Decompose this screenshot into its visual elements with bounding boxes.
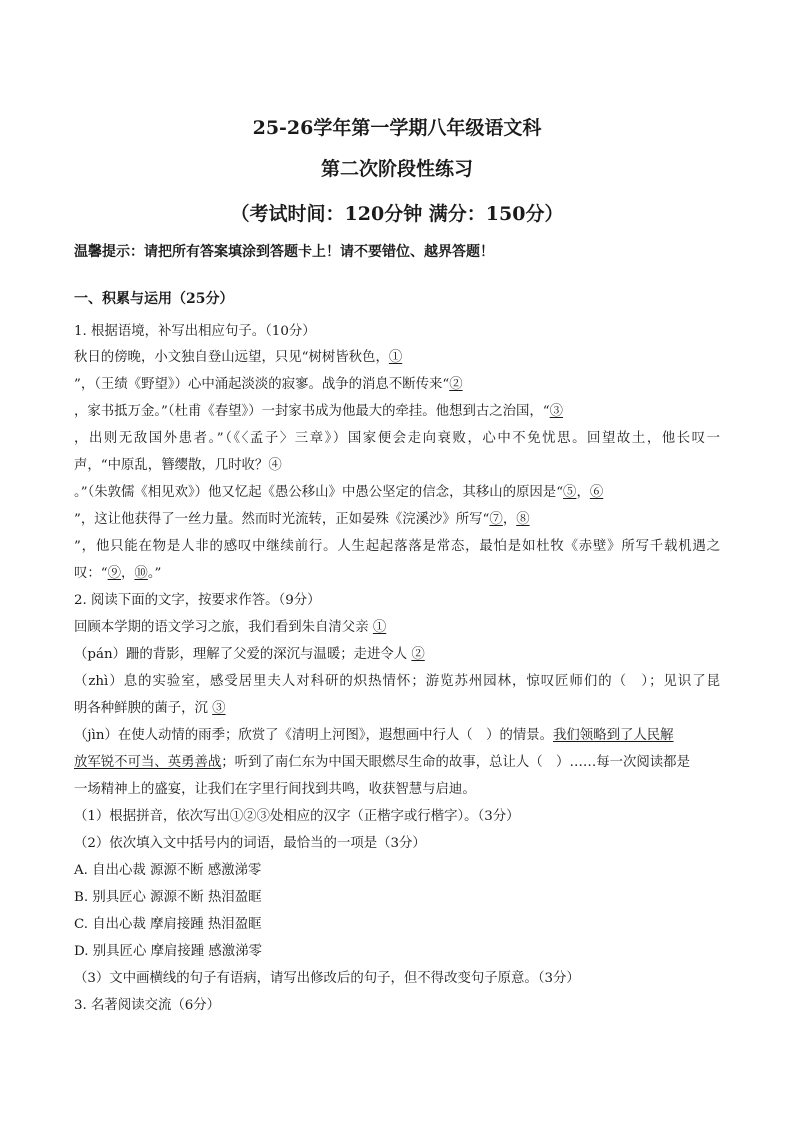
q2-line: （pán）跚的背影，理解了父爱的深沉与温暖；走进令人 ② xyxy=(74,647,425,662)
exam-title: 25-26学年第一学期八年级语文科 xyxy=(252,117,542,139)
q1-line: 叹：“⑨，⑩。” xyxy=(74,566,162,581)
q2-line: 明各种鲜腴的菌子，沉 ③ xyxy=(74,701,226,716)
q2-stem: 2. 阅读下面的文字，按要求作答。（9分） xyxy=(74,593,321,608)
warm-tip: 温馨提示：请把所有答案填涂到答题卡上！请不要错位、越界答题！ xyxy=(74,244,494,260)
underlined-sentence: 放军锐不可当、英勇善战 xyxy=(74,755,222,770)
blank-1: ① xyxy=(388,350,403,365)
q2-subquestion-1: （1）根据拼音，依次写出①②③处相应的汉字（正楷字或行楷字）。（3分） xyxy=(74,809,520,824)
blank-3: ③ xyxy=(212,701,226,716)
q1-line: ”，（王绩《野望》）心中涌起淡淡的寂寥。战争的消息不断传来“② xyxy=(74,377,463,392)
blank-7: ⑦ xyxy=(489,512,503,527)
q1-stem: 1. 根据语境，补写出相应句子。（10分） xyxy=(74,324,316,339)
blank-6: ⑥ xyxy=(589,485,604,500)
q2-line: （jìn）在使人动情的雨季；欣赏了《清明上河图》，遐想画中行人（ ）的情景。我们领略到了人民解 xyxy=(74,728,674,743)
option-b: B. 别具匠心 源源不断 热泪盈眶 xyxy=(74,890,262,905)
q2-line: 一场精神上的盛宴，让我们在字里行间找到共鸣，收获智慧与启迪。 xyxy=(74,782,476,797)
blank-5: ⑤ xyxy=(563,485,577,500)
exam-subtitle: 第二次阶段性练习 xyxy=(320,158,473,180)
q2-subquestion-3: （3）文中画横线的句子有语病，请写出修改后的句子，但不得改变句子原意。（3分） xyxy=(74,971,580,986)
q1-line: ，家书抵万金。”（杜甫《春望》）一封家书成为他最大的牵挂。他想到古之治国，“③ xyxy=(74,404,564,419)
q1-line: 。”（朱敦儒《相见欢》）他又忆起《愚公移山》中愚公坚定的信念，其移山的原因是“⑤，⑥ xyxy=(74,485,604,500)
blank-9: ⑨ xyxy=(107,566,122,581)
q1-line: ”，他只能在物是人非的感叹中继续前行。人生起起落落是常态，最怕是如杜牧《赤壁》所写千载机遇之 xyxy=(74,539,720,554)
q1-line: 秋日的傍晚，小文独自登山远望，只见“树树皆秋色，① xyxy=(74,350,403,365)
q2-line: （zhì）息的实验室，感受居里夫人对科研的炽热情怀；游览苏州园林，惊叹匠师们的（ ）；见识了昆 xyxy=(74,674,720,689)
blank-2: ② xyxy=(449,377,463,392)
exam-info: （考试时间：120分钟 满分：150分） xyxy=(230,203,564,225)
q2-line: 回顾本学期的语文学习之旅，我们看到朱自清父亲 ① xyxy=(74,620,387,635)
blank-2: ② xyxy=(411,647,425,662)
q2-line: 放军锐不可当、英勇善战；听到了南仁东为中国天眼燃尽生命的故事，总让人（ ）……每一次阅读都是 xyxy=(74,755,690,770)
option-c: C. 自出心裁 摩肩接踵 热泪盈眶 xyxy=(74,917,262,932)
q1-line: 声，“中原乱，簪缨散，几时收？④ xyxy=(74,458,282,473)
section-heading: 一、积累与运用（25分） xyxy=(74,291,234,307)
underlined-sentence: 我们领略到了人民解 xyxy=(553,728,674,743)
q2-subquestion-2: （2）依次填入文中括号内的词语，最恰当的一项是（3分） xyxy=(74,836,426,851)
q3-stem: 3. 名著阅读交流（6分） xyxy=(74,998,221,1013)
blank-8: ⑧ xyxy=(516,512,530,527)
blank-1: ① xyxy=(372,620,387,635)
option-d: D. 别具匠心 摩肩接踵 感激涕零 xyxy=(74,944,262,959)
blank-3: ③ xyxy=(549,404,564,419)
option-a: A. 自出心裁 源源不断 感激涕零 xyxy=(74,863,262,878)
blank-10: ⑩ xyxy=(134,566,148,581)
q1-line: ，出则无敌国外患者。”（《〈孟子〉三章》）国家便会走向衰败，心中不免忧思。回望故土，他长叹一 xyxy=(74,431,720,446)
q1-line: ”，这让他获得了一丝力量。然而时光流转，正如晏殊《浣溪沙》所写“⑦，⑧ xyxy=(74,512,530,527)
